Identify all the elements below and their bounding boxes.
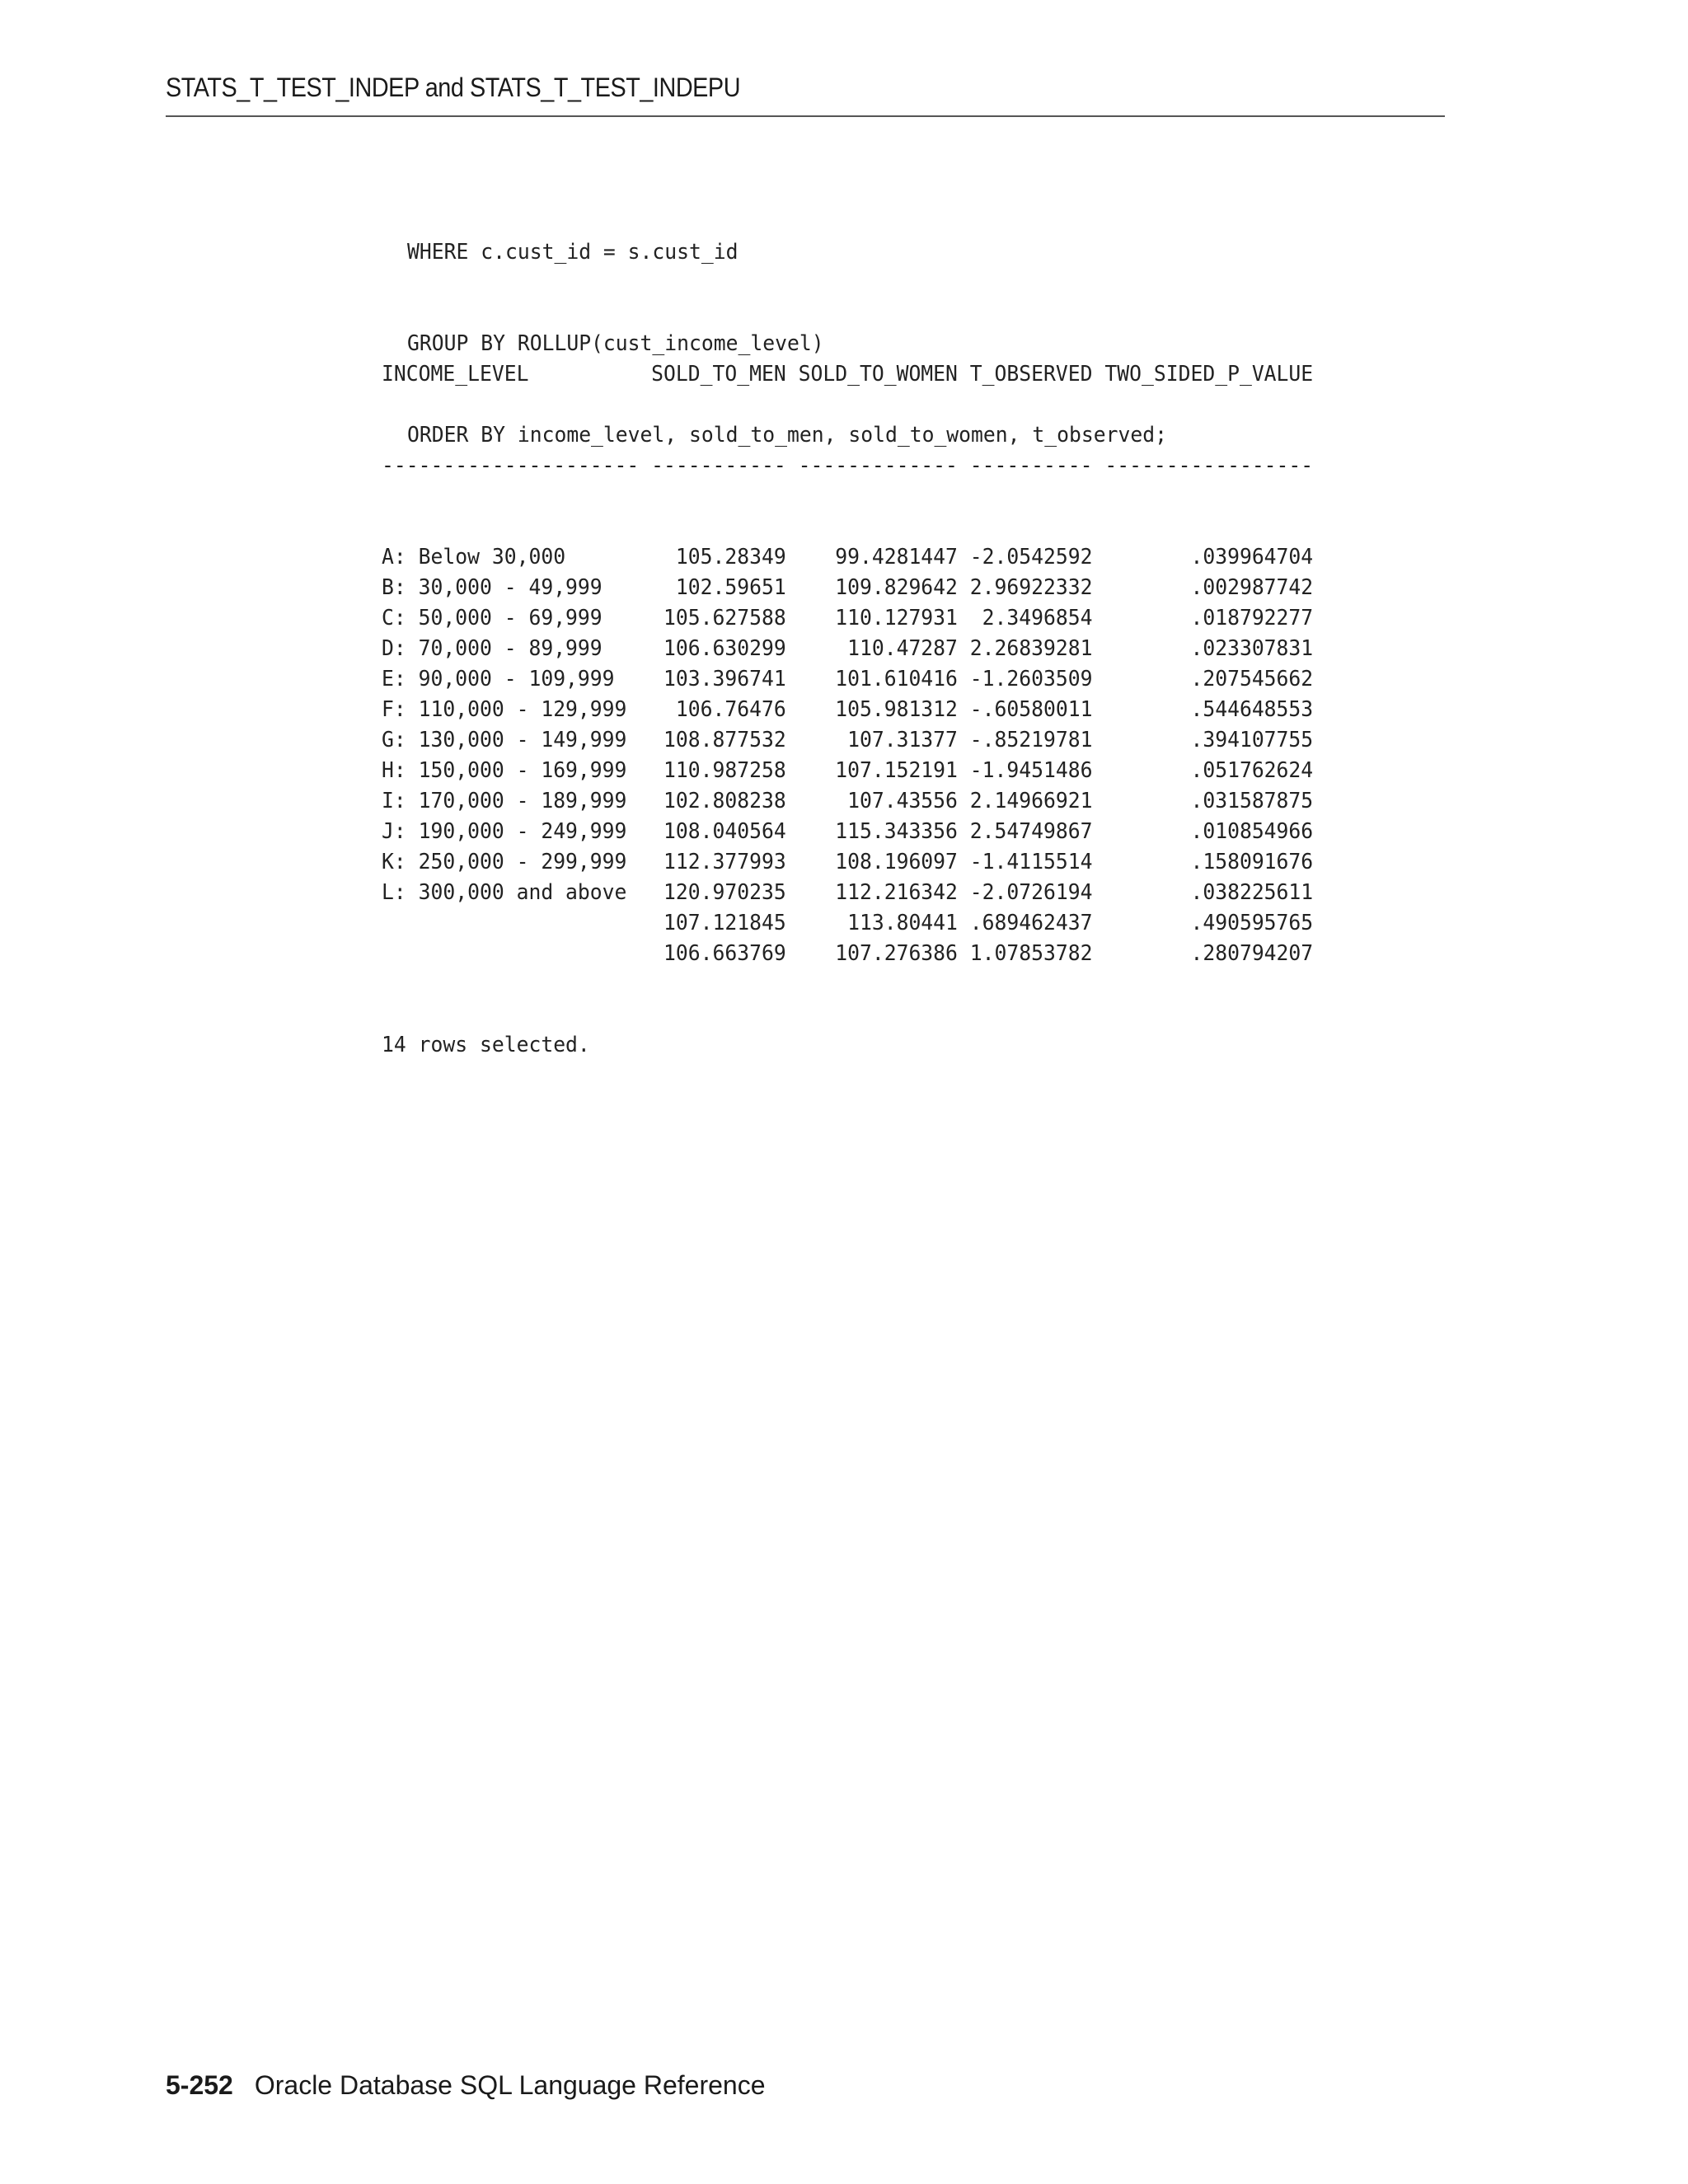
result-row: D: 70,000 - 89,999 106.630299 110.47287 2.26839281 .023307831 bbox=[382, 636, 1314, 661]
query-result-output bbox=[382, 298, 1313, 1091]
result-header-row: INCOME_LEVEL SOLD_TO_MEN SOLD_TO_WOMEN T_OBSERVED TWO_SIDED_P_VALUE bbox=[382, 362, 1314, 387]
result-separator-row: --------------------- ----------- ------------- ---------- ----------------- bbox=[382, 453, 1314, 478]
result-rows bbox=[382, 542, 1313, 969]
result-row: A: Below 30,000 105.28349 99.4281447 -2.0542592 .039964704 bbox=[382, 545, 1314, 569]
result-row: I: 170,000 - 189,999 102.808238 107.43556 2.14966921 .031587875 bbox=[382, 789, 1314, 813]
result-row: 107.121845 113.80441 .689462437 .490595765 bbox=[382, 911, 1314, 935]
result-row: K: 250,000 - 299,999 112.377993 108.196097 -1.4115514 .158091676 bbox=[382, 850, 1314, 874]
rows-selected-message: 14 rows selected. bbox=[382, 1033, 590, 1057]
code-line: GROUP BY ROLLUP(cust_income_level) bbox=[407, 331, 824, 356]
page-number: 5-252 bbox=[166, 2070, 233, 2100]
book-title: Oracle Database SQL Language Reference bbox=[254, 2070, 766, 2100]
result-row: J: 190,000 - 249,999 108.040564 115.343356 2.54749867 .010854966 bbox=[382, 819, 1314, 844]
result-row: E: 90,000 - 109,999 103.396741 101.610416 -1.2603509 .207545662 bbox=[382, 667, 1314, 691]
result-row: B: 30,000 - 49,999 102.59651 109.829642 2.96922332 .002987742 bbox=[382, 575, 1314, 600]
result-row: C: 50,000 - 69,999 105.627588 110.127931 2.3496854 .018792277 bbox=[382, 606, 1314, 630]
code-line: WHERE c.cust_id = s.cust_id bbox=[407, 240, 738, 265]
page-footer bbox=[166, 2070, 766, 2101]
result-row: H: 150,000 - 169,999 110.987258 107.152191 -1.9451486 .051762624 bbox=[382, 758, 1314, 783]
result-row: G: 130,000 - 149,999 108.877532 107.31377 -.85219781 .394107755 bbox=[382, 728, 1314, 752]
page-header-title: STATS_T_TEST_INDEP and STATS_T_TEST_INDEPU bbox=[166, 73, 741, 102]
code-line: ORDER BY income_level, sold_to_men, sold_to_women, t_observed; bbox=[407, 423, 1167, 448]
header-divider bbox=[166, 115, 1445, 117]
result-row: L: 300,000 and above 120.970235 112.216342 -2.0726194 .038225611 bbox=[382, 880, 1314, 905]
result-row: F: 110,000 - 129,999 106.76476 105.981312 -.60580011 .544648553 bbox=[382, 697, 1314, 722]
result-row: 106.663769 107.276386 1.07853782 .280794207 bbox=[382, 941, 1314, 966]
